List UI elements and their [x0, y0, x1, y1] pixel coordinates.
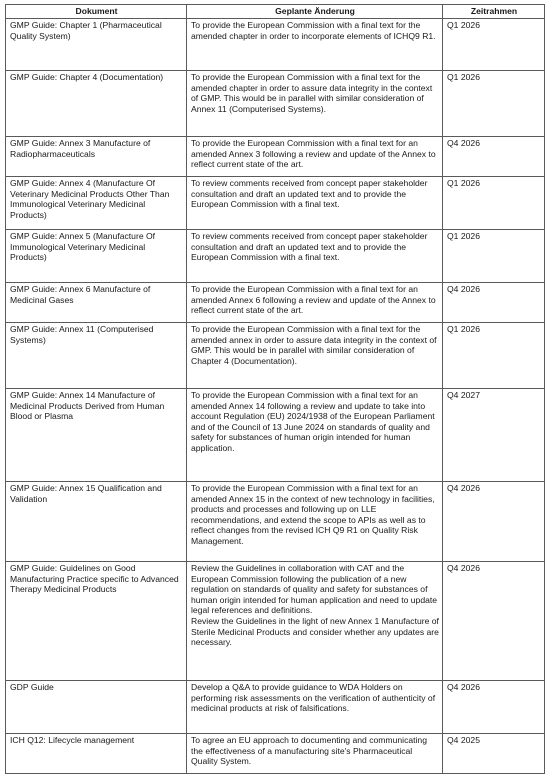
timeframe-cell: Q4 2026 — [443, 137, 545, 177]
document-cell: GMP Guide: Annex 6 Manufacture of Medicinal Gases — [6, 283, 187, 323]
change-cell: To provide the European Commission with a final text for an amended Annex 15 in the context of new technology in facilities, products and processes and following up on LLE recommendations, and extend the scope to APIs as well as to reflect changes from the revised ICH Q9 R1 on Quality Risk Management. — [187, 482, 443, 562]
change-cell: To provide the European Commission with a final text for an amended Annex 14 following a review and update to take into account Regulation (EU) 2024/1938 of the European Parliament and of the Council of 13 June 2024 on standards of quality and safety for substances of human origin intended for human application. — [187, 389, 443, 482]
header-planned-change: Geplante Änderung — [187, 5, 443, 19]
timeframe-cell: Q4 2026 — [443, 562, 545, 681]
change-cell: To provide the European Commission with a final text for an amended Annex 6 following a review and update of the Annex to reflect current state of the art. — [187, 283, 443, 323]
planned-changes-table — [5, 4, 545, 774]
timeframe-cell: Q1 2026 — [443, 19, 545, 71]
document-cell: GMP Guide: Chapter 4 (Documentation) — [6, 71, 187, 137]
change-cell: To review comments received from concept paper stakeholder consultation and draft an updated text and to provide the European Commission with a final text. — [187, 177, 443, 230]
table-row — [6, 734, 545, 774]
change-cell: Review the Guidelines in collaboration with CAT and the European Commission following the publication of a new regulation on standards of quality and safety for substances of human origin intended for human application and need to update legal references and definitions. Review the Guidelines in the light of new Annex 1 Manufacture of Sterile Medicinal Products and consider whether any updates are necessary. — [187, 562, 443, 681]
change-cell: To provide the European Commission with a final text for an amended Annex 3 following a review and update of the Annex to reflect current state of the art. — [187, 137, 443, 177]
timeframe-cell: Q4 2026 — [443, 681, 545, 734]
document-cell: GMP Guide: Annex 11 (Computerised Systems) — [6, 323, 187, 389]
change-cell: To provide the European Commission with a final text for the amended chapter in order to assure data integrity in the context of GMP. This would be in parallel with similar consideration of Annex 11 (Computerised Systems). — [187, 71, 443, 137]
document-cell: GMP Guide: Annex 4 (Manufacture Of Veterinary Medicinal Products Other Than Immunological Veterinary Medicinal Products) — [6, 177, 187, 230]
table-row — [6, 177, 545, 230]
document-cell: GMP Guide: Annex 14 Manufacture of Medicinal Products Derived from Human Blood or Plasma — [6, 389, 187, 482]
timeframe-cell: Q4 2025 — [443, 734, 545, 774]
table-row — [6, 389, 545, 482]
document-cell: GMP Guide: Annex 3 Manufacture of Radiopharmaceuticals — [6, 137, 187, 177]
change-cell: To agree an EU approach to documenting and communicating the effectiveness of a manufacturing site's Pharmaceutical Quality System. — [187, 734, 443, 774]
header-timeframe: Zeitrahmen — [443, 5, 545, 19]
change-cell: Develop a Q&A to provide guidance to WDA Holders on performing risk assessments on the verification of authenticity of medicinal products at risk of falsifications. — [187, 681, 443, 734]
table-row — [6, 681, 545, 734]
table-row — [6, 19, 545, 71]
document-cell: GDP Guide — [6, 681, 187, 734]
change-cell: To provide the European Commission with a final text for the amended annex in order to assure data integrity in the context of GMP. This would be in parallel with similar consideration of Chapter 4 (Documentation). — [187, 323, 443, 389]
change-cell: To review comments received from concept paper stakeholder consultation and draft an updated text and to provide the European Commission with a final text. — [187, 230, 443, 283]
change-cell: To provide the European Commission with a final text for the amended chapter in order to incorporate elements of ICHQ9 R1. — [187, 19, 443, 71]
table-row — [6, 230, 545, 283]
timeframe-cell: Q1 2026 — [443, 230, 545, 283]
table-header-row — [6, 5, 545, 19]
table-row — [6, 323, 545, 389]
timeframe-cell: Q4 2027 — [443, 389, 545, 482]
document-cell: ICH Q12: Lifecycle management — [6, 734, 187, 774]
document-cell: GMP Guide: Chapter 1 (Pharmaceutical Quality System) — [6, 19, 187, 71]
timeframe-cell: Q1 2026 — [443, 177, 545, 230]
header-document: Dokument — [6, 5, 187, 19]
table-row — [6, 562, 545, 681]
table-row — [6, 137, 545, 177]
timeframe-cell: Q1 2026 — [443, 71, 545, 137]
table-row — [6, 71, 545, 137]
document-cell: GMP Guide: Annex 15 Qualification and Validation — [6, 482, 187, 562]
document-cell: GMP Guide: Annex 5 (Manufacture Of Immunological Veterinary Medicinal Products) — [6, 230, 187, 283]
table-body — [6, 19, 545, 774]
table-row — [6, 482, 545, 562]
timeframe-cell: Q1 2026 — [443, 323, 545, 389]
table-row — [6, 283, 545, 323]
timeframe-cell: Q4 2026 — [443, 283, 545, 323]
document-cell: GMP Guide: Guidelines on Good Manufacturing Practice specific to Advanced Therapy Medicinal Products — [6, 562, 187, 681]
timeframe-cell: Q4 2026 — [443, 482, 545, 562]
